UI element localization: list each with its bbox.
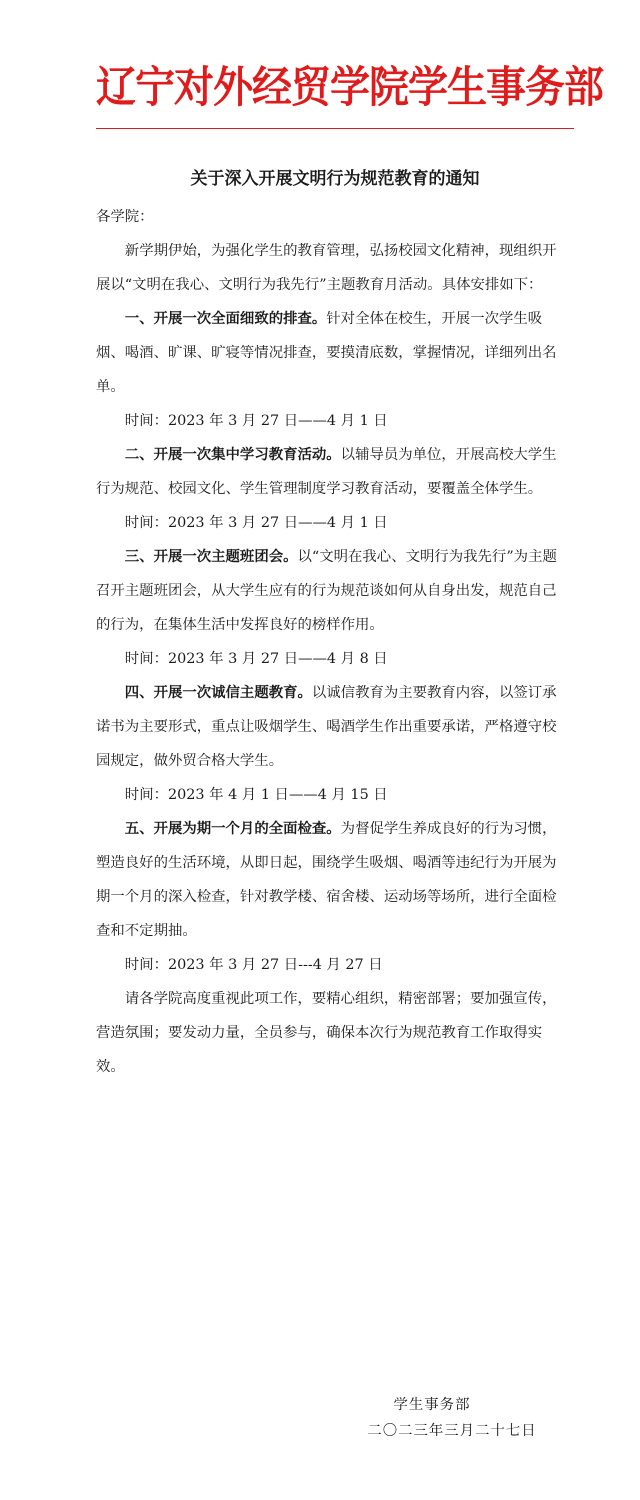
document-body <box>96 200 558 1084</box>
closing-paragraph: 请各学院高度重视此项工作，要精心组织，精密部署；要加强宣传，营造氛围；要发动力量，全员参与，确保本次行为规范教育工作取得实效。 <box>96 991 557 1075</box>
salutation: 各学院： <box>96 209 154 225</box>
intro-paragraph: 新学期伊始，为强化学生的教育管理，弘扬校园文化精神，现组织开展以“文明在我心、文明行为我先行”主题教育月活动。具体安排如下： <box>96 243 557 293</box>
item-paragraph-2 <box>96 438 558 506</box>
item-heading-2: 二、开展一次集中学习教育活动。 <box>124 447 341 463</box>
item-paragraph-4 <box>96 676 558 778</box>
item-heading-5: 五、开展为期一个月的全面检查。 <box>124 821 341 837</box>
item-text-5: 为督促学生养成良好的行为习惯，塑造良好的生活环境，从即日起，围绕学生吸烟、喝酒等违纪行为开展为期一个月的深入检查，针对教学楼、宿舍楼、运动场等场所，进行全面检查和不定期抽。 <box>96 821 557 939</box>
signature-date: 二〇二三年三月二十七日 <box>367 1423 537 1439</box>
item-time-5: 时间：2023 年 3 月 27 日---4 月 27 日 <box>124 957 383 973</box>
masthead-title: 辽宁对外经贸学院学生事务部 <box>96 62 603 113</box>
item-text-3: 以“文明在我心、文明行为我先行”为主题召开主题班团会，从大学生应有的行为规范谈如何从自身出发，规范自己的行为，在集体生活中发挥良好的榜样作用。 <box>96 549 557 633</box>
item-time-4: 时间：2023 年 4 月 1 日——4 月 15 日 <box>124 787 388 803</box>
item-time-2: 时间：2023 年 3 月 27 日——4 月 1 日 <box>124 515 388 531</box>
item-text-4: 以诚信教育为主要教育内容，以签订承诺书为主要形式，重点让吸烟学生、喝酒学生作出重要承诺，严格遵守校园规定，做外贸合格大学生。 <box>96 685 557 769</box>
item-text-1: 针对全体在校生，开展一次学生吸烟、喝酒、旷课、旷寝等情况排查，要摸清底数，掌握情况，详细列出名单。 <box>96 311 557 395</box>
item-time-3: 时间：2023 年 3 月 27 日——4 月 8 日 <box>124 651 388 667</box>
document-title: 关于深入开展文明行为规范教育的通知 <box>190 169 480 189</box>
item-heading-1: 一、开展一次全面细致的排查。 <box>124 311 327 327</box>
signature-department: 学生事务部 <box>393 1397 471 1413</box>
item-paragraph-5 <box>96 812 558 948</box>
item-heading-4: 四、开展一次诚信主题教育。 <box>124 685 312 701</box>
item-heading-3: 三、开展一次主题班团会。 <box>124 549 298 565</box>
item-text-2: 以辅导员为单位，开展高校大学生行为规范、校园文化、学生管理制度学习教育活动，要覆盖全体学生。 <box>96 447 557 497</box>
item-paragraph-3 <box>96 540 558 642</box>
item-time-1: 时间：2023 年 3 月 27 日——4 月 1 日 <box>124 413 388 429</box>
item-paragraph-1 <box>96 302 558 404</box>
masthead-rule <box>96 128 574 129</box>
